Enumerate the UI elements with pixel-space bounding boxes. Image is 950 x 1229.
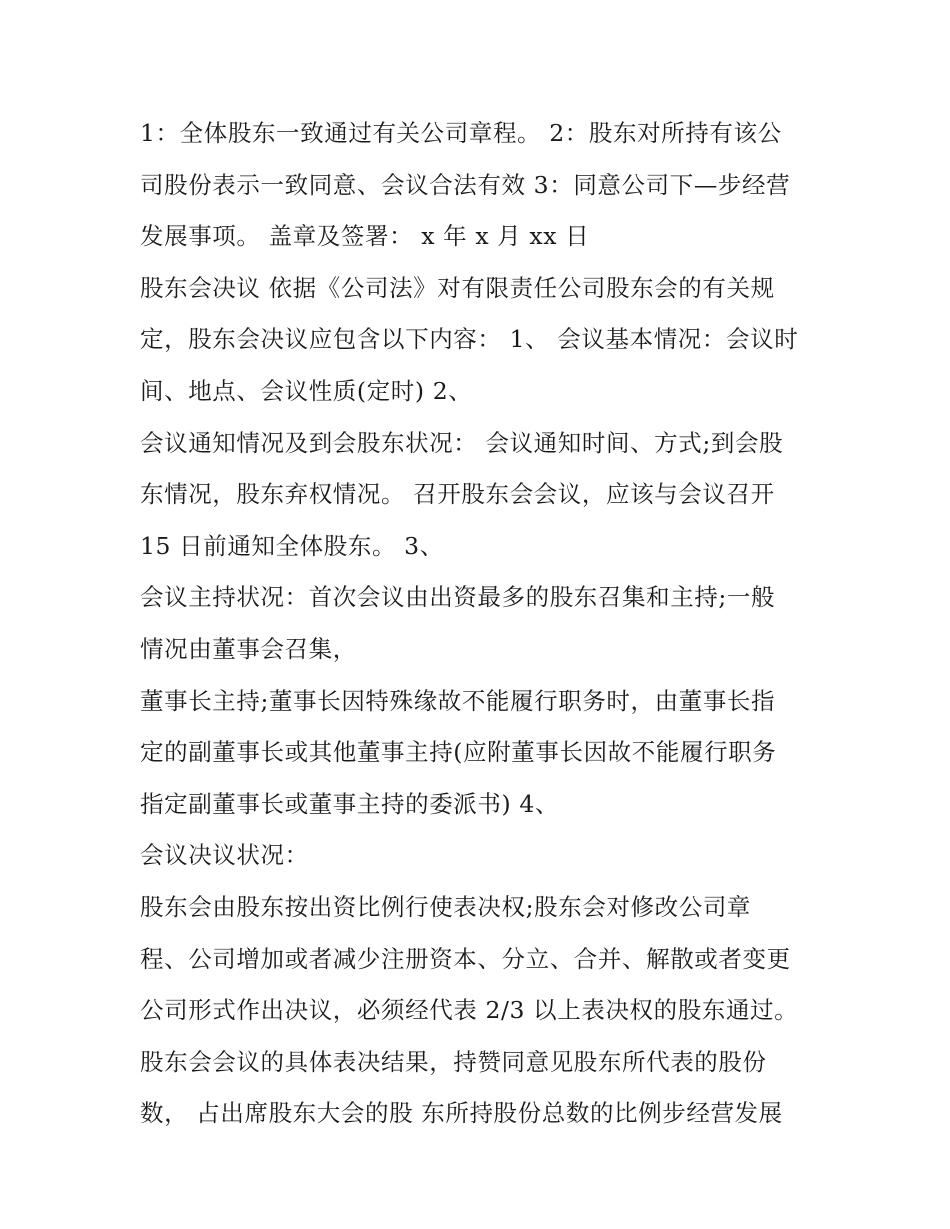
text-line: 会议通知情况及到会股东状况： 会议通知时间、方式;到会股 (140, 428, 784, 457)
text-line: 会议决议状况： (140, 841, 309, 870)
text-line: 公司形式作出决议，必须经代表 2/3 以上表决权的股东通过。 (140, 996, 799, 1025)
text-line: 间、地点、会议性质(定时) 2、 (140, 376, 473, 405)
text-line: 1：全体股东一致通过有关公司章程。 2：股东对所持有该公 (140, 119, 782, 147)
document-body (140, 108, 820, 1140)
text-line: 董事长主持;董事长因特殊缘故不能履行职务时，由董事长指 (140, 686, 776, 715)
text-line: 指定副董事长或董事主持的委派书) 4、 (140, 789, 559, 818)
text-line: 股东会会议的具体表决结果，持赞同意见股东所代表的股份 (140, 1047, 767, 1076)
text-line: 会议主持状况：首次会议由出资最多的股东召集和主持;一般 (140, 583, 776, 612)
text-line: 15 日前通知全体股东。 3、 (140, 531, 444, 560)
text-line: 发展事项。 盖章及签署： x 年 x 月 xx 日 (140, 222, 590, 251)
text-line: 股东会由股东按出资比例行使表决权;股东会对修改公司章 (140, 892, 752, 921)
text-line: 数， 占出席股东大会的股 东所持股份总数的比例步经营发展 (140, 1099, 783, 1128)
text-line: 定的副董事长或其他董事主持(应附董事长因故不能履行职务 (140, 738, 777, 767)
text-line: 司股份表示一致同意、会议合法有效 3：同意公司下—步经营 (140, 170, 791, 199)
text-line: 情况由董事会召集， (140, 634, 357, 663)
text-line: 股东会决议 依据《公司法》对有限责任公司股东会的有关规 (140, 273, 775, 302)
text-line: 程、公司增加或者减少注册资本、分立、合并、解散或者变更 (140, 944, 791, 973)
text-line: 东情况，股东弃权情况。 召开股东会会议，应该与会议召开 (140, 480, 775, 509)
text-line: 定，股东会决议应包含以下内容： 1、 会议基本情况：会议时 (140, 325, 799, 354)
